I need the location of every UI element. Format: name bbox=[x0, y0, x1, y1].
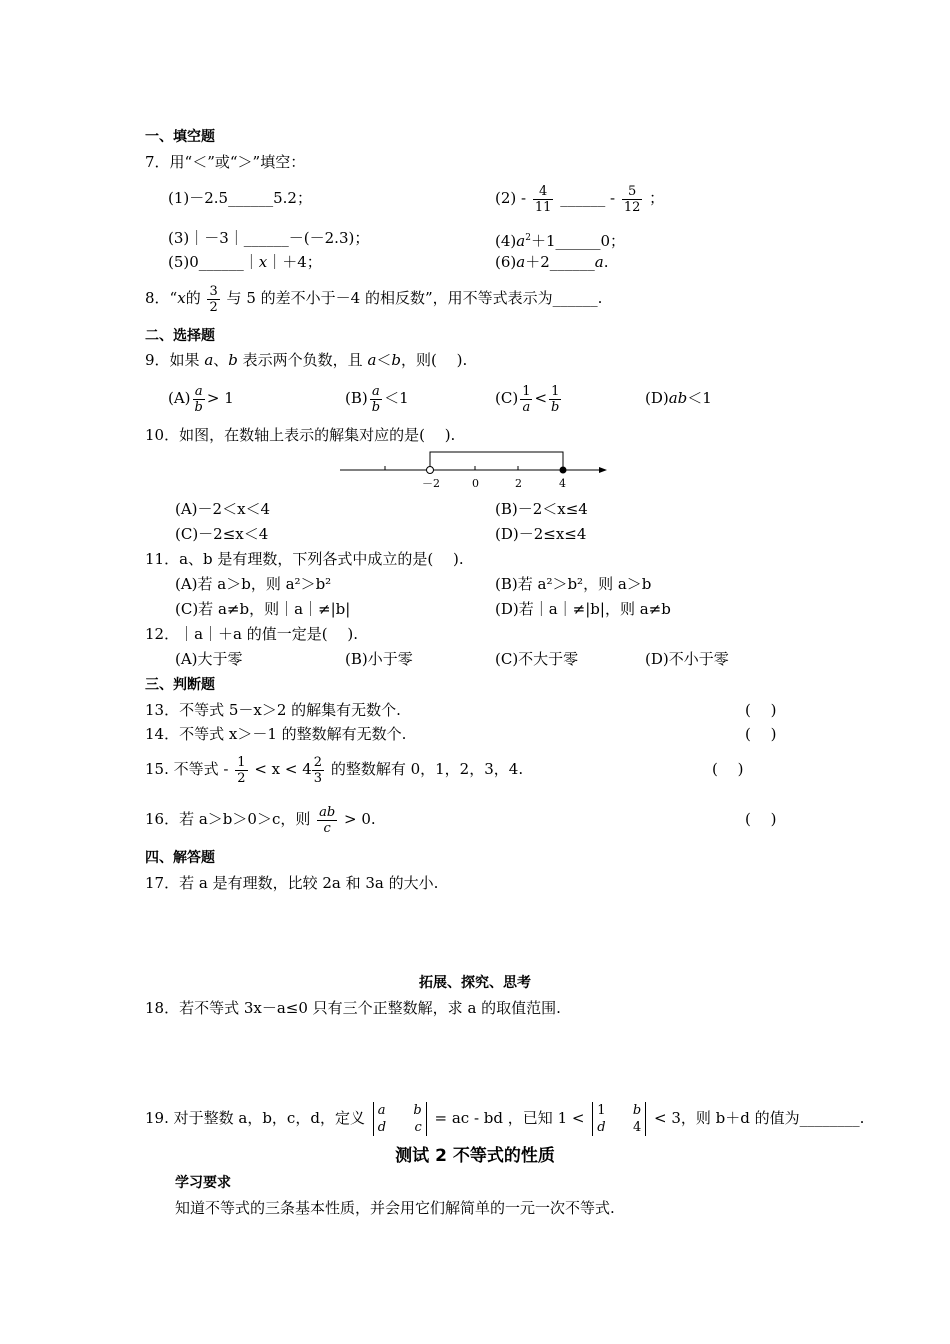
q10-option-d: (D)－2≤x≤4 bbox=[495, 525, 587, 543]
section-heading-extend: 拓展、探究、思考 bbox=[419, 975, 531, 991]
section-heading-choice: 二、选择题 bbox=[145, 328, 215, 344]
q7-part-1: (1)－2.5______5.2； bbox=[168, 189, 312, 207]
number-line-arrow bbox=[599, 467, 607, 473]
q7-part-3: (3)｜－3｜______－(－2.3)； bbox=[168, 229, 370, 247]
answer-paren: ( ) bbox=[745, 810, 777, 828]
solution-bracket bbox=[430, 452, 563, 470]
question-8: 8．“x的 $\frac{3}{2}$ 与 5 的差不小于－4 的相反数”，用不等式表示为______. bbox=[145, 283, 603, 315]
open-endpoint bbox=[427, 467, 434, 474]
question-7-stem: 7．用“＜”或“＞”填空： bbox=[145, 153, 306, 171]
learning-requirements-text: 知道不等式的三条基本性质，并会用它们解简单的一元一次不等式. bbox=[175, 1199, 615, 1217]
q11-option-a: (A)若 a＞b，则 a²＞b² bbox=[175, 575, 332, 593]
number-line-figure bbox=[335, 445, 615, 495]
section-heading-fill: 一、填空题 bbox=[145, 129, 215, 145]
fraction: $\frac{5}{12}$ bbox=[623, 183, 641, 215]
q12-option-d: (D)不小于零 bbox=[645, 650, 729, 668]
q7-part-5: (5)0______｜x｜＋4； bbox=[168, 253, 322, 271]
question-14: 14．不等式 x＞－1 的整数解有无数个. bbox=[145, 725, 407, 743]
question-11-stem: 11．a、b 是有理数，下列各式中成立的是( ). bbox=[145, 550, 464, 568]
q10-option-a: (A)－2＜x＜4 bbox=[175, 500, 271, 518]
question-15: 15. 不等式 - $\frac{1}{2}$ < x < 4 $\frac{2}{3}$ 的整数解有 0，1，2，3，4. bbox=[145, 754, 524, 786]
q12-option-c: (C)不大于零 bbox=[495, 650, 579, 668]
answer-paren: ( ) bbox=[712, 760, 744, 778]
answer-paren: ( ) bbox=[745, 725, 777, 743]
tick-label: －2 bbox=[422, 477, 440, 490]
q9-option-c: (C) $\frac{1}{a}$ < $\frac{1}{b}$ bbox=[495, 383, 560, 415]
q11-option-b: (B)若 a²＞b²，则 a＞b bbox=[495, 575, 652, 593]
q12-option-a: (A)大于零 bbox=[175, 650, 243, 668]
q9-option-d: (D)ab＜1 bbox=[645, 389, 712, 407]
fraction: $\frac{4}{11}$ bbox=[534, 183, 552, 215]
tick-label: 0 bbox=[472, 477, 479, 490]
q11-option-c: (C)若 a≠b，则｜a｜≠|b| bbox=[175, 600, 351, 618]
q9-option-b: (B) $\frac{a}{b}$ ＜1 bbox=[345, 383, 409, 415]
question-16: 16．若 a＞b＞0＞c，则 $\frac{ab}{c}$ > 0. bbox=[145, 804, 376, 836]
q9-option-a: (A) $\frac{a}{b}$ > 1 bbox=[168, 383, 234, 415]
section-heading-answer: 四、解答题 bbox=[145, 850, 215, 866]
determinant: a b d c bbox=[373, 1102, 427, 1136]
section-heading-judge: 三、判断题 bbox=[145, 677, 215, 693]
question-19: 19. 对于整数 a，b，c，d，定义 a b d c = ac - bd ，已知 1 < 1 b d 4 < 3，则 b＋d 的值为________. bbox=[145, 1103, 865, 1135]
q11-option-d: (D)若｜a｜≠|b|，则 a≠b bbox=[495, 600, 671, 618]
tick-label: 4 bbox=[559, 477, 566, 490]
q10-option-c: (C)－2≤x＜4 bbox=[175, 525, 269, 543]
q10-option-b: (B)－2＜x≤4 bbox=[495, 500, 588, 518]
question-18: 18．若不等式 3x－a≤0 只有三个正整数解，求 a 的取值范围. bbox=[145, 999, 561, 1017]
q7-part-6: (6)a＋2______a. bbox=[495, 253, 609, 271]
determinant: 1 b d 4 bbox=[592, 1102, 646, 1136]
answer-paren: ( ) bbox=[745, 701, 777, 719]
question-9-stem: 9．如果 a、b 表示两个负数，且 a＜b，则( ). bbox=[145, 351, 468, 369]
q12-option-b: (B)小于零 bbox=[345, 650, 413, 668]
q7-part-2: (2) - $\frac{4}{11}$ ______ - $\frac{5}{12}$ ； bbox=[495, 183, 665, 215]
question-12-stem: 12．｜a｜＋a 的值一定是( ). bbox=[145, 625, 358, 643]
learning-requirements-heading: 学习要求 bbox=[175, 1175, 231, 1191]
question-17: 17．若 a 是有理数，比较 2a 和 3a 的大小. bbox=[145, 874, 439, 892]
q7-part-4: $(4)a^2+1\_\_\_\_\_\_0$； bbox=[495, 232, 626, 250]
test-2-title: 测试 2 不等式的性质 bbox=[395, 1146, 555, 1166]
question-13: 13．不等式 5－x＞2 的解集有无数个. bbox=[145, 701, 401, 719]
closed-endpoint bbox=[560, 467, 567, 474]
fraction: $\frac{3}{2}$ bbox=[209, 283, 218, 315]
question-10-stem: 10．如图，在数轴上表示的解集对应的是( ). bbox=[145, 426, 456, 444]
tick-label: 2 bbox=[515, 477, 522, 490]
